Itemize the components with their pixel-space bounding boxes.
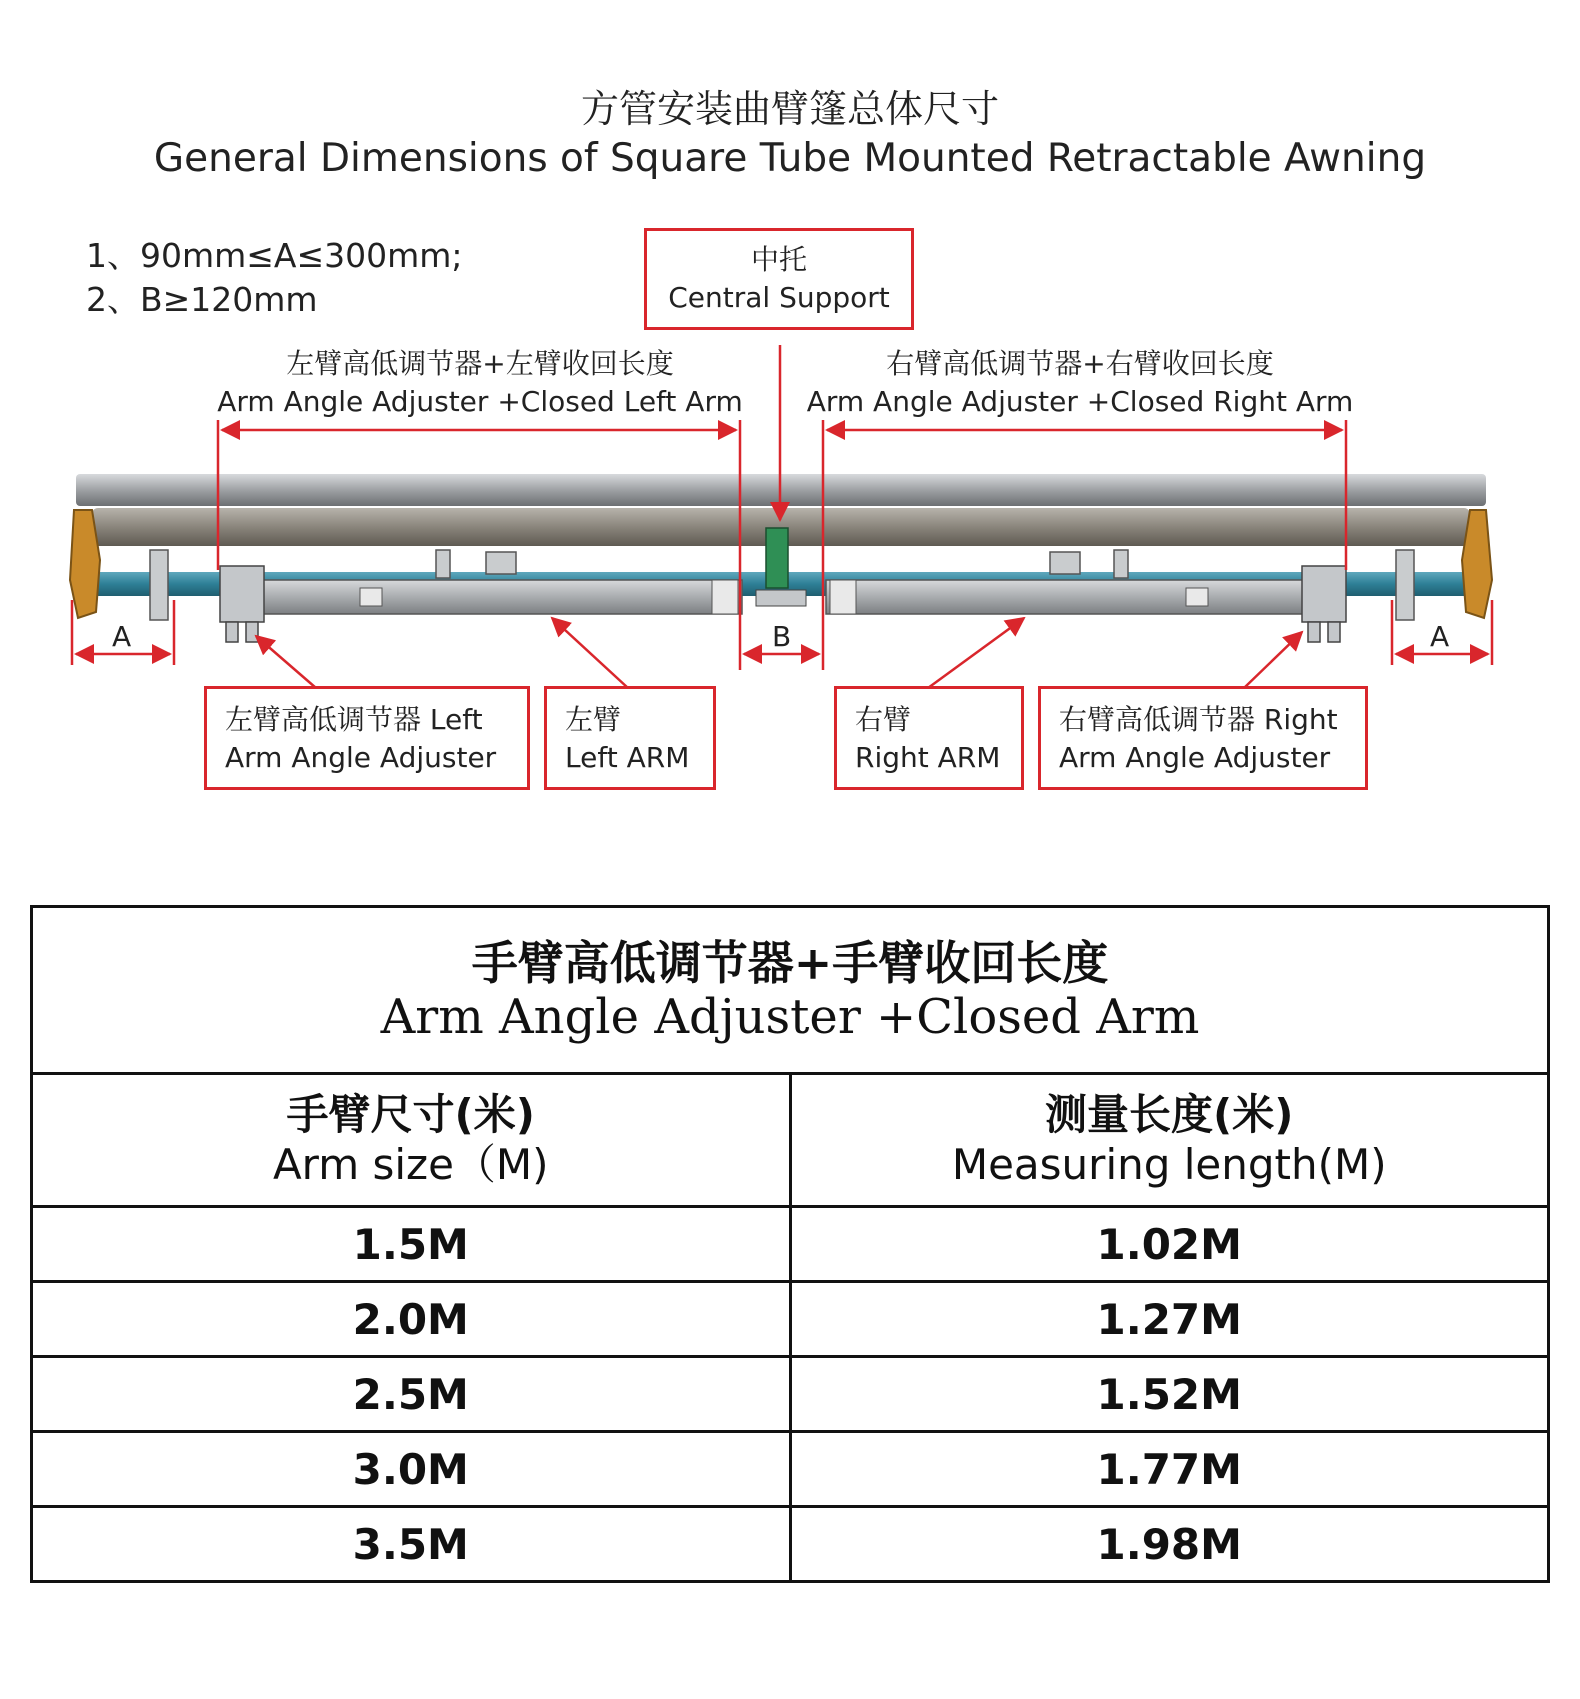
measuring-length-cell: 1.02M	[790, 1207, 1549, 1282]
right-span-label-cn: 右臂高低调节器+右臂收回长度	[886, 347, 1274, 380]
right-adjuster-callout	[1038, 686, 1368, 790]
left-adjuster-callout	[204, 686, 530, 790]
measuring-length-cell: 1.27M	[790, 1282, 1549, 1357]
column-header-measuring-length-cn: 测量长度(米)	[1045, 1090, 1294, 1139]
left-span-label-cn: 左臂高低调节器+左臂收回长度	[286, 347, 674, 380]
table-row	[32, 1432, 1549, 1507]
title-english: General Dimensions of Square Tube Mounted Retractable Awning	[153, 136, 1427, 181]
title-chinese: 方管安装曲臂篷总体尺寸	[580, 87, 999, 131]
column-header-measuring-length-en: Measuring length(M)	[951, 1140, 1387, 1189]
right-span-label-en: Arm Angle Adjuster +Closed Right Arm	[806, 385, 1354, 418]
left-span-label-en: Arm Angle Adjuster +Closed Left Arm	[217, 385, 743, 418]
right-arm-label-en: Right ARM	[855, 741, 1001, 774]
left-arm-label-en: Left ARM	[565, 741, 690, 774]
right-adjuster-drawing	[1302, 566, 1346, 642]
measuring-length-cell: 1.98M	[790, 1507, 1549, 1582]
arm-size-cell: 2.0M	[32, 1282, 791, 1357]
table-row	[32, 1507, 1549, 1582]
column-header-arm-size-en: Arm size（M)	[272, 1140, 549, 1189]
left-adjuster-label-cn: 左臂高低调节器 Left	[225, 703, 483, 736]
left-arm-label-cn: 左臂	[565, 703, 622, 736]
column-header-arm-size-cn: 手臂尺寸(米)	[286, 1090, 535, 1139]
measuring-length-cell: 1.77M	[790, 1432, 1549, 1507]
measuring-length-cell: 1.52M	[790, 1357, 1549, 1432]
measurement-table	[30, 905, 1550, 1583]
note-2: 2、B≥120mm	[86, 280, 318, 319]
left-end-bracket	[70, 510, 100, 618]
column-header-measuring-length	[790, 1074, 1549, 1207]
column-header-arm-size	[32, 1074, 791, 1207]
left-arm-drawing	[232, 580, 742, 614]
table-row	[32, 1282, 1549, 1357]
right-span-label	[800, 345, 1360, 421]
arm-size-cell: 3.5M	[32, 1507, 791, 1582]
arm-size-cell: 2.5M	[32, 1357, 791, 1432]
central-support-label-en: Central Support	[668, 281, 890, 314]
dim-a-right: A	[1430, 620, 1450, 653]
table-row	[32, 1357, 1549, 1432]
left-adjuster-drawing	[220, 566, 264, 642]
right-arm-drawing	[826, 580, 1336, 614]
dim-b: B	[772, 620, 792, 653]
arm-size-cell: 1.5M	[32, 1207, 791, 1282]
right-adjuster-label-cn: 右臂高低调节器 Right	[1059, 703, 1338, 736]
table-row	[32, 1207, 1549, 1282]
right-end-bracket	[1462, 510, 1492, 618]
table-header	[32, 907, 1549, 1074]
note-1: 1、90mm≤A≤300mm;	[86, 236, 463, 275]
right-adjuster-label-en: Arm Angle Adjuster	[1059, 741, 1331, 774]
right-arm-label-cn: 右臂	[855, 703, 912, 736]
table-header-en: Arm Angle Adjuster +Closed Arm	[380, 989, 1200, 1045]
dim-a-left: A	[112, 620, 132, 653]
central-support-callout	[644, 228, 914, 330]
left-adjuster-label-en: Arm Angle Adjuster	[225, 741, 497, 774]
right-arm-callout	[834, 686, 1024, 790]
central-support-label-cn: 中托	[750, 243, 807, 276]
left-arm-callout	[544, 686, 716, 790]
arm-size-cell: 3.0M	[32, 1432, 791, 1507]
left-span-label	[200, 345, 760, 421]
table-header-cn: 手臂高低调节器+手臂收回长度	[471, 936, 1109, 990]
